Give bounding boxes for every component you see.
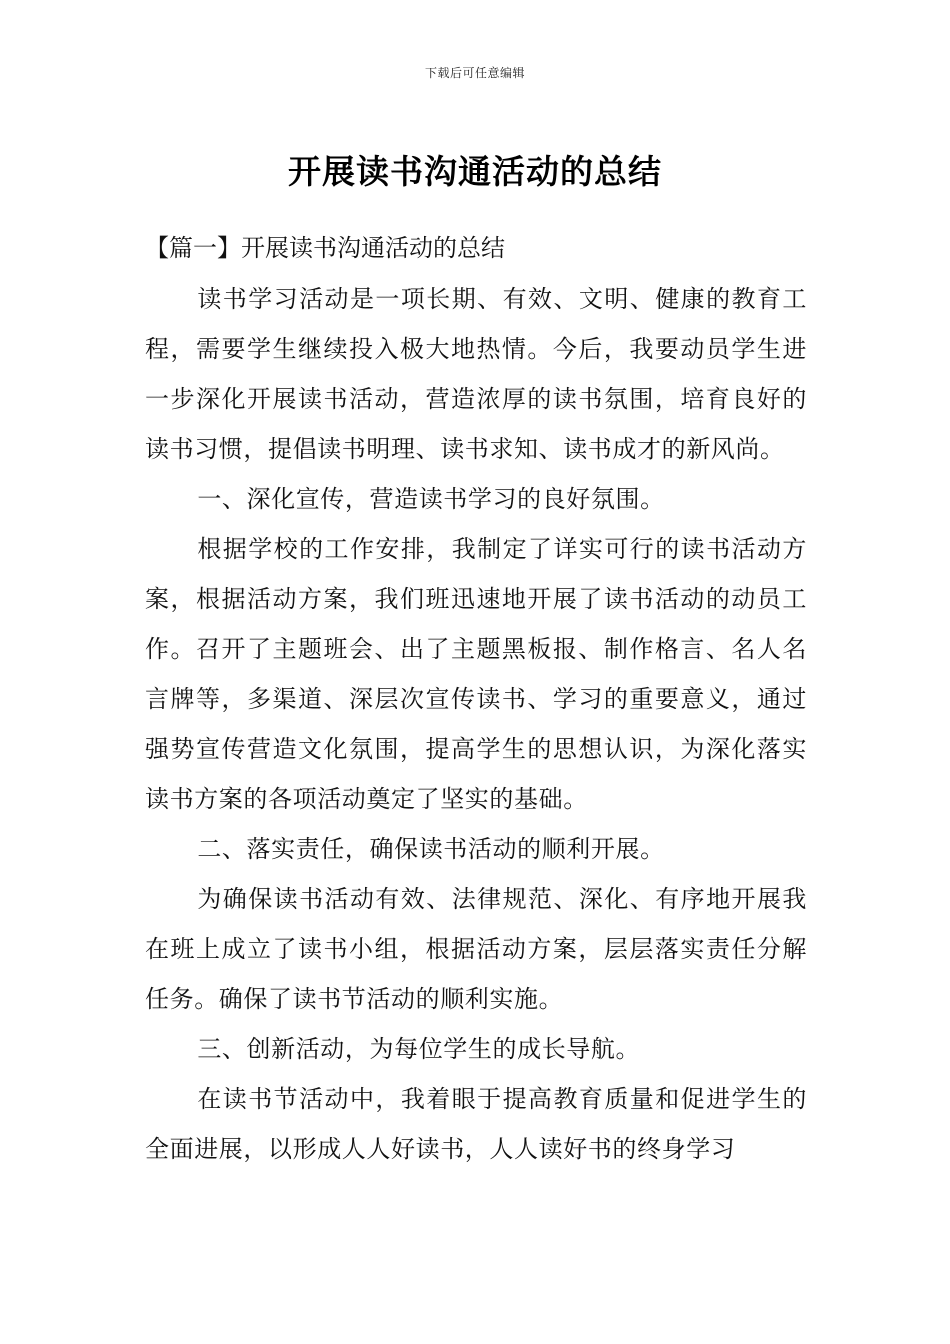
paragraph-point-three: 在读书节活动中，我着眼于提高教育质量和促进学生的全面进展，以形成人人好读书，人人读好书的终身学习: [145, 1085, 807, 1163]
heading-point-one: 一、深化宣传，营造读书学习的良好氛围。: [197, 485, 665, 513]
heading-point-three: 三、创新活动，为每位学生的成长导航。: [197, 1035, 641, 1063]
paragraph-point-two: 为确保读书活动有效、法律规范、深化、有序地开展我在班上成立了读书小组，根据活动方案，层层落实责任分解任务。确保了读书节活动的顺利实施。: [145, 885, 807, 1013]
paragraph-intro: 读书学习活动是一项长期、有效、文明、健康的教育工程，需要学生继续投入极大地热情。今后，我要动员学生进一步深化开展读书活动，营造浓厚的读书氛围，培育良好的读书习惯，提倡读书明理、读书求知、读书成才的新风尚。: [145, 285, 807, 463]
document-title: 开展读书沟通活动的总结: [288, 152, 662, 192]
section-heading: 【篇一】开展读书沟通活动的总结: [145, 234, 505, 262]
heading-point-two: 二、落实责任，确保读书活动的顺利开展。: [197, 835, 665, 863]
document-body: [145, 223, 807, 1174]
paragraph-point-one: 根据学校的工作安排，我制定了详实可行的读书活动方案，根据活动方案，我们班迅速地开展了读书活动的动员工作。召开了主题班会、出了主题黑板报、制作格言、名人名言牌等，多渠道、深层次宣传读书、学习的重要意义，通过强势宣传营造文化氛围，提高学生的思想认识，为深化落实读书方案的各项活动奠定了坚实的基础。: [145, 535, 807, 813]
header-note: 下载后可任意编辑: [424, 66, 525, 80]
